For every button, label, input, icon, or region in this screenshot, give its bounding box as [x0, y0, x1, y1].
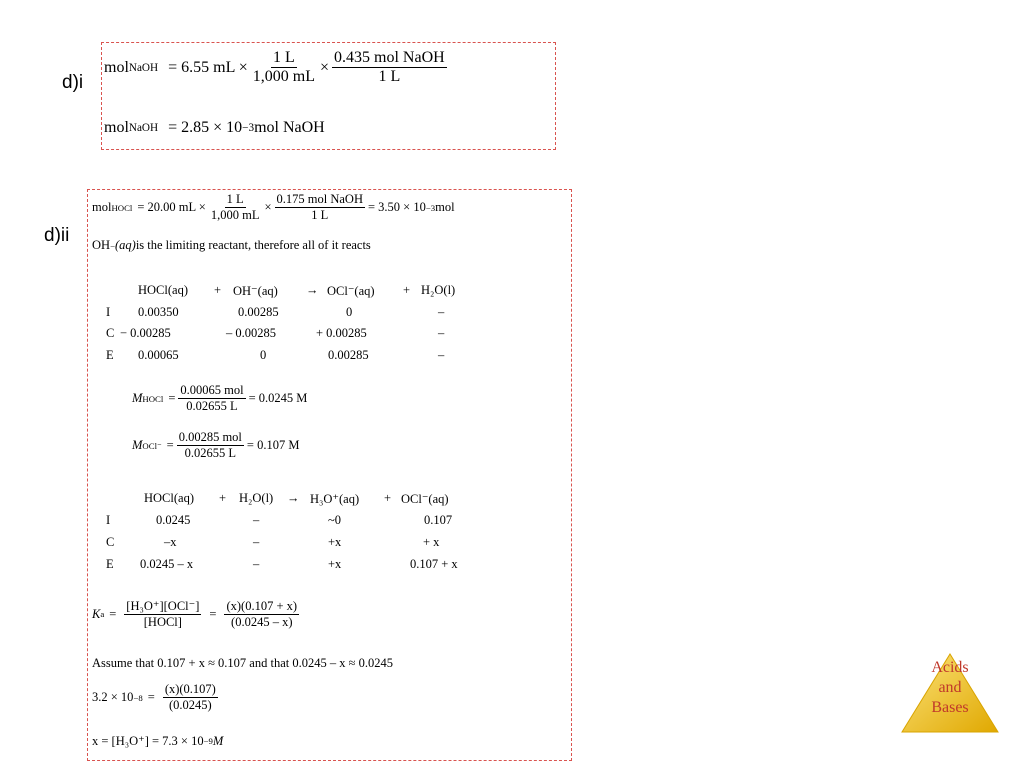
final-answer: x = [H₃O⁺] = 7.3 × 10 −9 M: [92, 733, 224, 748]
logo-text-acids: Acids: [931, 659, 969, 676]
molarity-hocl: M HOCl = $\frac{\text{0.00065 mol}}{0.02655 L}$ = 0.0245 M: [132, 383, 308, 413]
dii-limiting: OH − (aq) is the limiting reactant, therefore all of it reacts: [92, 238, 371, 252]
di-frac2: $\frac{\text{0.435 mol NaOH}}{1 L}$: [334, 49, 445, 85]
di-line1: mol NaOH = 6.55 mL × $\frac{1 L}{1,000 mL}$ × $\frac{\text{0.435 mol NaOH}}{1 L}$: [104, 49, 445, 85]
di-box: [101, 42, 556, 150]
di-frac1: $\frac{1 L}{1,000 mL}$: [252, 49, 315, 85]
dii-box: mol HOCl = 20.00 mL × $\frac{1 L}{1,000 mL}$ × $\frac{\text{0.175 mol NaOH}}{1 L}$ = 3.50 × 10 −3 mol OH − (aq) is the limiting reactant, therefore all of it reacts HOCl(aq) + OH⁻(aq) → OCl⁻(aq) + H₂O(l) I 0.00350 0.00285 0 – C − 0.00285 – 0.00285 + 0.00285 – E 0.00065 0 0.00285 – M HOCl = $\frac{\text{0.00065 mol}}{0.02655 L}$ = 0.0245 M M OCl⁻ = $\frac{\text{0.00285 mol}}{0.02655 L}$ = 0.107 M HOCl(aq) + H₂O(l) → H₃O⁺(aq) + OCl⁻(aq) I 0.0245 – ~0 0.107 C –x – +x + x E 0.0245 – x – +x 0.107 + x K a = $\frac{\text{[H₃O⁺][OCl⁻]}}{\text{[HOCl]}}$ = $\frac{(x)(0.107 + x)}{(0.0245 - x)}$ Assume that 0.107 + x ≈ 0.107 and that 0.0245 – x ≈ 0.0245 3.2 × 10 −8 = $\frac{(x)(0.107)}{(0.0245)}$ x = [H₃O⁺] = 7.3 × 10 −9 M: [87, 189, 572, 761]
ka-expression: K a = $\frac{\text{[H₃O⁺][OCl⁻]}}{\text{[HOCl]}}$ = $\frac{(x)(0.107 + x)}{(0.0245 - x)}$: [92, 598, 298, 629]
logo-text-bases: Bases: [931, 699, 969, 716]
calc-line: 3.2 × 10 −8 = $\frac{(x)(0.107)}{(0.0245)}$: [92, 682, 216, 712]
part-label-di: d)i: [62, 72, 84, 93]
dii-line1: mol HOCl = 20.00 mL × $\frac{1 L}{1,000 mL}$ × $\frac{\text{0.175 mol NaOH}}{1 L}$ = 3.50 × 10 −3 mol: [92, 192, 455, 222]
di-l1-eq: = 6.55 mL ×: [168, 58, 248, 76]
part-label-dii: d)ii: [44, 225, 70, 246]
assumption-line: Assume that 0.107 + x ≈ 0.107 and that 0.0245 – x ≈ 0.0245: [92, 656, 393, 670]
di-line2: mol NaOH = 2.85 × 10 −3 mol NaOH: [104, 119, 325, 136]
logo-text-and: and: [938, 679, 962, 696]
di-l1-lhs: mol: [104, 58, 129, 76]
acids-bases-logo: [900, 652, 1000, 736]
molarity-ocl: M OCl⁻ = $\frac{\text{0.00285 mol}}{0.02655 L}$ = 0.107 M: [132, 430, 300, 460]
